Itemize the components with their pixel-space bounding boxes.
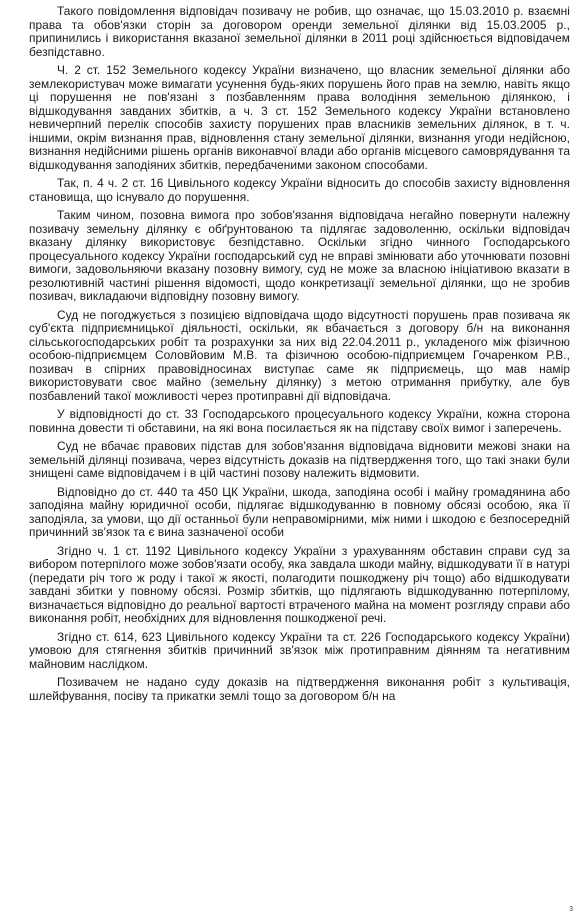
paragraph: У відповідності до ст. 33 Господарського процесуального кодексу України, кожна сторона повинна довести ті обставини, на які вона посилається як на підставу своїх вимог і заперечень. <box>29 407 570 435</box>
page-number: 3 <box>569 906 573 913</box>
paragraph: Ч. 2 ст. 152 Земельного кодексу України визначено, що власник земельної ділянки або землекористувач може вимагати усунення будь-яких порушень його прав на землю, навіть якщо ці порушення не пов'язані з позбавленням права володіння земельною ділянкою, і відшкодування завданих збитків, а ч. 3 ст. 152 Земельного кодексу України встановлено невичерпний перелік способів захисту порушених прав власників земельних ділянок, в т. ч. іншими, окрім визнання прав, відновлення стану земельної ділянки, визнання угоди недійсною, визнання недійсними рішень органів виконавчої влади або органів місцевого самоврядування та відшкодування заподіяних збитків, передбаченими законом способами. <box>29 63 570 172</box>
paragraph: Згідно ст. 614, 623 Цивільного кодексу України та ст. 226 Господарського кодексу України) умовою для стягнення збитків причинний зв'язок між протиправним діянням та негативним майновим наслідком. <box>29 629 570 671</box>
paragraph: Відповідно до ст. 440 та 450 ЦК України, шкода, заподіяна особі і майну громадянина або заподіяна майну юридичної особи, підлягає відшкодуванню в повному обсязі особою, яка її заподіяла, за умови, що дії останньої були неправомірними, між ними і шкодою є безпосередній причинний зв'язок та є вина зазначеної особи <box>29 484 570 539</box>
paragraph: Суд не погоджується з позицією відповідача щодо відсутності порушень прав позивача як суб'єкта підприємницької діяльності, оскільки, як вбачається з договору б/н на виконання сільськогосподарських робіт та розрахунки за них від 22.04.2011 р., укладеного між фізичною особою-підприємцем Соловйовим М.В. та фізичною особою-підприємцем Гочаренком Р.В., позивач в спірних правовідносинах виступає саме як підприємець, що мав намір використовувати своє майно (земельну ділянку) з метою отримання прибутку, але був позбавлений такої можливості через протиправні дії відповідача. <box>29 307 570 403</box>
paragraph: Таким чином, позовна вимога про зобов'язання відповідача негайно повернути належну позивачу земельну ділянку є обґрунтованою та підлягає задоволенню, оскільки відповідач вказану ділянку використовує безпідставно. Оскільки згідно чинного Господарського процесуального кодексу України господарський суд не вправі змінювати або уточнювати позовні вимоги, задовольняючи вказану позовну вимогу, суд не може за власною ініціативою вказати в резолютивній частині рішення відомості, щодо конкретизації земельної ділянки, що не зробив позивач, викладаючи відповідну позовну вимогу. <box>29 208 570 303</box>
paragraph: Так, п. 4 ч. 2 ст. 16 Цивільного кодексу України відносить до способів захисту відновлення становища, що існувало до порушення. <box>29 176 570 204</box>
paragraph: Позивачем не надано суду доказів на підтвердження виконання робіт з культивація, шлейфування, посіву та прикатки землі тощо за договором б/н на <box>29 675 570 703</box>
paragraph: Такого повідомлення відповідач позивачу не робив, що означає, що 15.03.2010 р. взаємні права та обов'язки сторін за договором оренди земельної ділянки від 15.03.2005 р., припинились і використання вказаної земельної ділянки в 2011 році здійснюється відповідачем безпідставно. <box>29 4 570 59</box>
paragraph: Згідно ч. 1 ст. 1192 Цивільного кодексу України з урахуванням обставин справи суд за вибором потерпілого може зобов'язати особу, яка завдала шкоди майну, відшкодувати її в натурі (передати річ того ж роду і такої ж якості, полагодити пошкоджену річ тощо) або відшкодувати завдані збитки у повному обсязі. Розмір збитків, що підлягають відшкодуванню потерпілому, визначається відповідно до реальної вартості втраченого майна на момент розгляду справи або виконання робіт, необхідних для відновлення пошкодженої речі. <box>29 543 570 625</box>
paragraph: Суд не вбачає правових підстав для зобов'язання відповідача відновити межові знаки на земельній ділянці позивача, через відсутність доказів на підтвердження того, що такі знаки були знищені саме відповідачем і в цій частині позову належить відмовити. <box>29 439 570 480</box>
